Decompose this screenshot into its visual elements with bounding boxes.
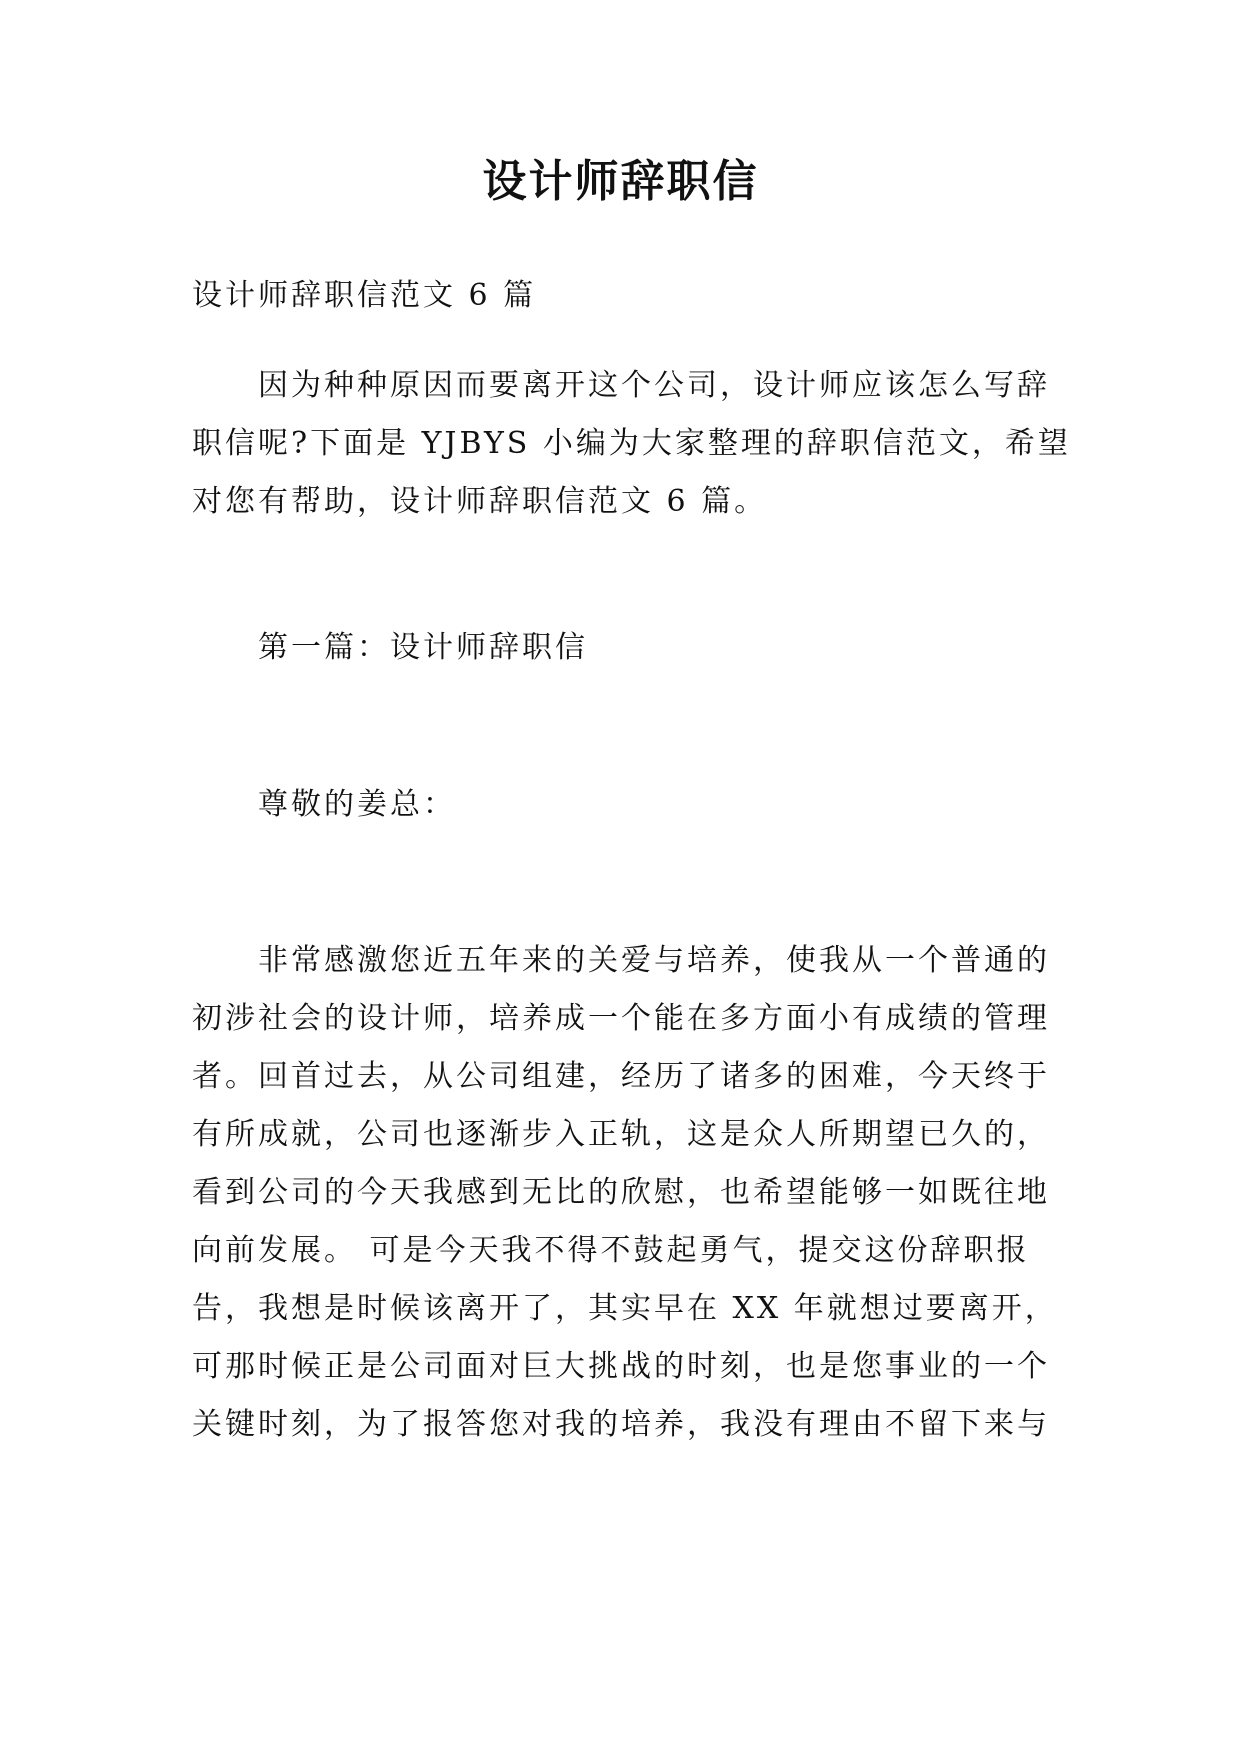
body-line: 有所成就，公司也逐渐步入正轨，这是众人所期望已久的， bbox=[192, 1117, 1050, 1152]
section-heading-line: 第一篇：设计师辞职信 bbox=[192, 630, 588, 665]
document-subtitle bbox=[192, 267, 1062, 325]
body-line: 关键时刻，为了报答您对我的培养，我没有理由不留下来与 bbox=[192, 1407, 1050, 1442]
body-line: 可那时候正是公司面对巨大挑战的时刻，也是您事业的一个 bbox=[192, 1349, 1050, 1384]
letter-body-paragraph bbox=[192, 932, 1062, 1454]
body-line: 初涉社会的设计师，培养成一个能在多方面小有成绩的管理 bbox=[192, 1001, 1050, 1036]
body-line: 向前发展。 可是今天我不得不鼓起勇气，提交这份辞职报 bbox=[192, 1233, 1030, 1268]
intro-line: 职信呢?下面是 YJBYS 小编为大家整理的辞职信范文，希望 bbox=[192, 426, 1071, 461]
document-title: 设计师辞职信 bbox=[482, 156, 759, 207]
body-line: 告，我想是时候该离开了，其实早在 XX 年就想过要离开， bbox=[192, 1291, 1058, 1326]
intro-line: 对您有帮助，设计师辞职信范文 6 篇。 bbox=[192, 484, 768, 519]
subtitle-line: 设计师辞职信范文 6 篇 bbox=[192, 278, 537, 313]
salutation bbox=[192, 776, 1062, 834]
salutation-line: 尊敬的姜总： bbox=[192, 787, 456, 822]
intro-line: 因为种种原因而要离开这个公司，设计师应该怎么写辞 bbox=[192, 368, 1050, 403]
intro-paragraph bbox=[192, 357, 1071, 531]
section-heading bbox=[192, 619, 1062, 677]
body-line: 者。回首过去，从公司组建，经历了诸多的困难，今天终于 bbox=[192, 1059, 1050, 1094]
body-line: 非常感激您近五年来的关爱与培养，使我从一个普通的 bbox=[192, 943, 1050, 978]
body-line: 看到公司的今天我感到无比的欣慰，也希望能够一如既往地 bbox=[192, 1175, 1050, 1210]
